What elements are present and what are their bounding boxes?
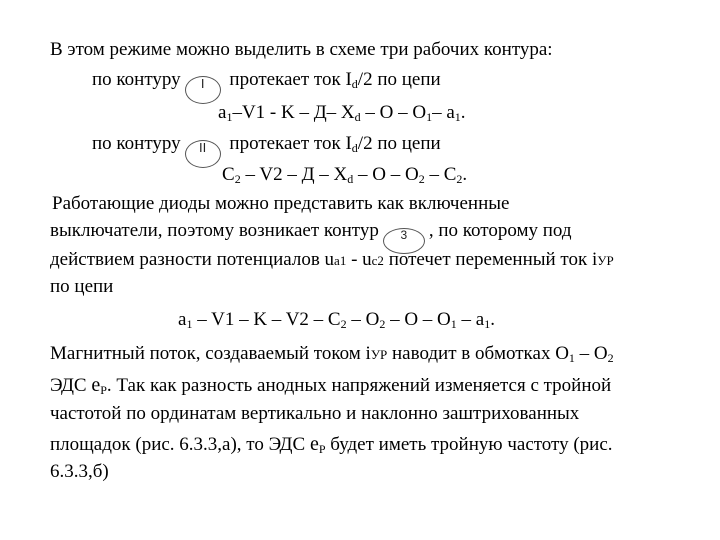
circuit-path-2: $C_2 - V2$ – Д – $X_d$ – O – $O_2 - C_2$. xyxy=(222,164,468,186)
text-line-4 xyxy=(92,133,441,168)
contour-2-number: II xyxy=(199,140,207,155)
text-fragment: выключатели, поэтому возникает контур xyxy=(50,220,379,241)
text-fragment: , по которому под xyxy=(428,220,572,241)
contour-1-number: I xyxy=(200,76,205,91)
contour-label: по контуру xyxy=(92,133,181,154)
contour-1-circle-icon xyxy=(185,76,221,104)
text-line-1: В этом режиме можно выделить в схеме три рабочих контура: xyxy=(50,39,553,60)
text-line-14: площадок (рис. 6.3.3,а), то ЭДС $e_P$ будет иметь тройную частоту (рис. xyxy=(50,433,613,456)
contour-label: по контуру xyxy=(92,69,181,90)
text-line-11: Магнитный поток, создаваемый током iУР наводит в обмотках $O_1 - O_2$ xyxy=(50,343,614,365)
text-line-9: по цепи xyxy=(50,276,114,297)
current-text: протекает ток $I_d/2$ по цепи xyxy=(229,69,441,91)
text-line-15: 6.3.3,б) xyxy=(50,461,109,482)
text-line-13: частотой по ординатам вертикально и наклонно заштрихованных xyxy=(50,403,580,424)
text-line-8: действием разности потенциалов ua1 - uc2 потечет переменный ток iУР xyxy=(50,249,614,270)
circuit-path-3: $a_1 - V1$ – K – $V2 - C_2 - O_2$ – O – $O_1 - a_1$. xyxy=(178,309,495,331)
circuit-path-1: $a_1-V1$ - K – Д– $X_d$ – O – $O_1-$ $a_1$. xyxy=(218,102,466,124)
text-line-12: ЭДС $e_P$. Так как разность анодных напряжений изменяется с тройной xyxy=(50,374,612,397)
contour-3-number: 3 xyxy=(400,228,408,242)
contour-2-circle-icon xyxy=(185,140,221,168)
current-text: протекает ток $I_d/2$ по цепи xyxy=(229,133,441,155)
text-line-6: Работающие диоды можно представить как включенные xyxy=(52,193,510,214)
text-line-2 xyxy=(92,69,441,104)
